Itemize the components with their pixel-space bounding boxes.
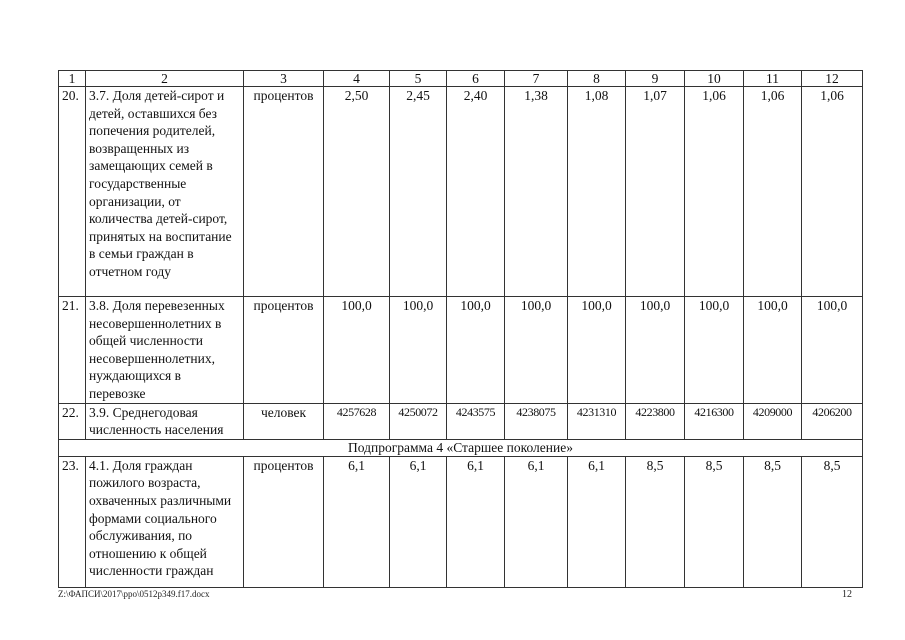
indicator-name: 3.9. Среднегодовая численность населения	[86, 403, 244, 439]
value-cell: 1,08	[568, 87, 626, 297]
header-cell: 3	[244, 71, 324, 87]
value-cell: 2,50	[324, 87, 390, 297]
header-cell: 6	[447, 71, 505, 87]
indicator-name: 3.8. Доля перевезенных несовершеннолетних в общей численности несовершеннолетних, нуждающихся в перевозке	[86, 297, 244, 404]
value-cell: 4209000	[744, 403, 802, 439]
header-cell: 5	[390, 71, 447, 87]
value-cell: 4250072	[390, 403, 447, 439]
unit-cell: процентов	[244, 87, 324, 297]
row-number: 22.	[59, 403, 86, 439]
file-path: Z:\ФАПСИ\2017\ppo\0512p349.f17.docx	[58, 589, 210, 599]
subprogram-title: Подпрограмма 4 «Старшее поколение»	[59, 439, 863, 456]
indicator-name: 4.1. Доля граждан пожилого возраста, охваченных различными формами социального обслуживания, по отношению к общей численности граждан	[86, 456, 244, 587]
table-row	[59, 403, 863, 439]
header-cell: 9	[626, 71, 685, 87]
value-cell: 100,0	[324, 297, 390, 404]
value-cell: 100,0	[744, 297, 802, 404]
value-cell: 2,40	[447, 87, 505, 297]
header-cell: 10	[685, 71, 744, 87]
value-cell: 8,5	[802, 456, 863, 587]
value-cell: 8,5	[685, 456, 744, 587]
value-cell: 100,0	[568, 297, 626, 404]
value-cell: 1,38	[505, 87, 568, 297]
row-number: 23.	[59, 456, 86, 587]
value-cell: 100,0	[505, 297, 568, 404]
header-cell: 4	[324, 71, 390, 87]
value-cell: 100,0	[390, 297, 447, 404]
value-cell: 1,06	[802, 87, 863, 297]
header-cell: 12	[802, 71, 863, 87]
indicators-table	[58, 70, 863, 588]
row-number: 21.	[59, 297, 86, 404]
value-cell: 4243575	[447, 403, 505, 439]
value-cell: 100,0	[802, 297, 863, 404]
value-cell: 100,0	[685, 297, 744, 404]
header-cell: 8	[568, 71, 626, 87]
header-cell: 2	[86, 71, 244, 87]
value-cell: 4216300	[685, 403, 744, 439]
unit-cell: процентов	[244, 456, 324, 587]
value-cell: 100,0	[447, 297, 505, 404]
value-cell: 6,1	[390, 456, 447, 587]
header-cell: 11	[744, 71, 802, 87]
table-row	[59, 456, 863, 587]
unit-cell: человек	[244, 403, 324, 439]
header-cell: 7	[505, 71, 568, 87]
unit-cell: процентов	[244, 297, 324, 404]
value-cell: 2,45	[390, 87, 447, 297]
table-row	[59, 297, 863, 404]
header-cell: 1	[59, 71, 86, 87]
value-cell: 8,5	[626, 456, 685, 587]
value-cell: 6,1	[447, 456, 505, 587]
value-cell: 4231310	[568, 403, 626, 439]
value-cell: 4257628	[324, 403, 390, 439]
page-number: 12	[842, 589, 852, 600]
value-cell: 4223800	[626, 403, 685, 439]
value-cell: 6,1	[568, 456, 626, 587]
value-cell: 4206200	[802, 403, 863, 439]
value-cell: 100,0	[626, 297, 685, 404]
column-number-row	[59, 71, 863, 87]
value-cell: 6,1	[324, 456, 390, 587]
subprogram-header-row	[59, 439, 863, 456]
table-row	[59, 87, 863, 297]
row-number: 20.	[59, 87, 86, 297]
value-cell: 6,1	[505, 456, 568, 587]
value-cell: 1,06	[744, 87, 802, 297]
value-cell: 4238075	[505, 403, 568, 439]
value-cell: 8,5	[744, 456, 802, 587]
indicator-name: 3.7. Доля детей-сирот и детей, оставшихся без попечения родителей, возвращенных из замещающих семей в государственные организации, от количества детей-сирот, принятых на воспитание в семьи граждан в отчетном году	[86, 87, 244, 297]
value-cell: 1,07	[626, 87, 685, 297]
value-cell: 1,06	[685, 87, 744, 297]
